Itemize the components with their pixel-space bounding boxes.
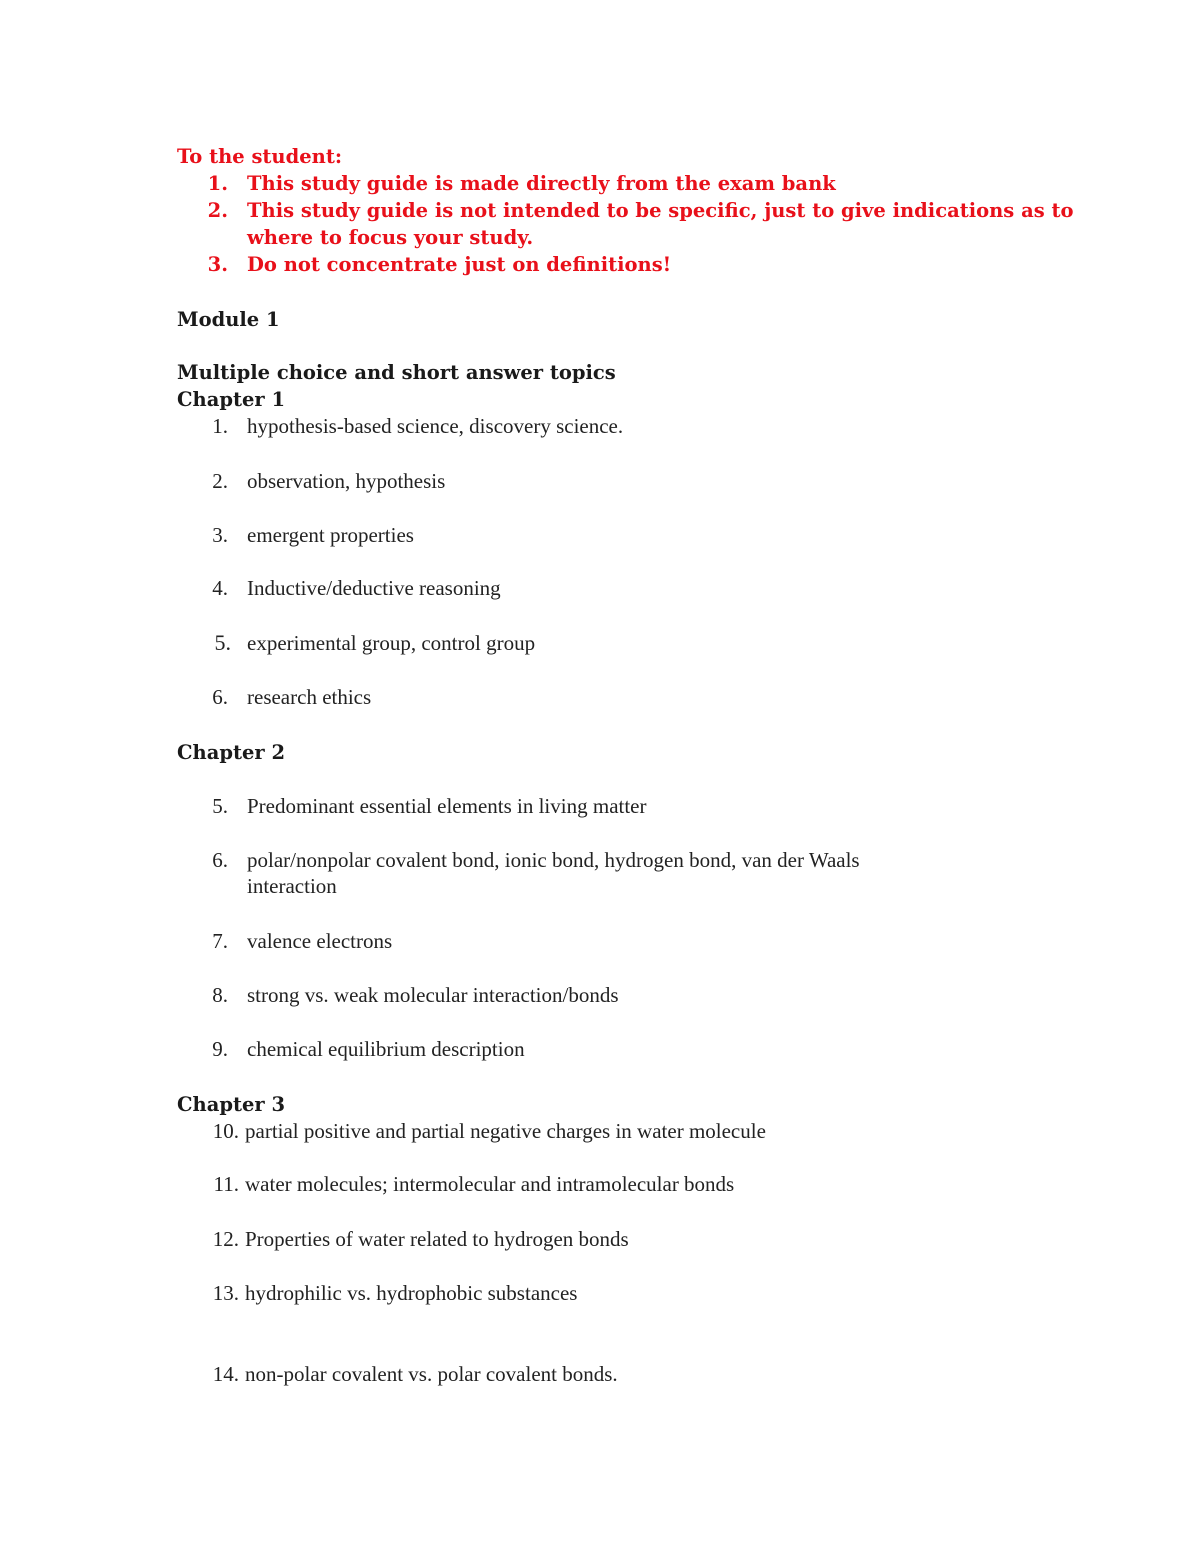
intro-point-number: 2. xyxy=(207,199,228,222)
list-item: strong vs. weak molecular interaction/bonds xyxy=(247,983,619,1007)
list-item: hypothesis-based science, discovery science. xyxy=(247,414,624,438)
list-item-number: 9. xyxy=(212,1037,228,1061)
intro-point-text-continued: where to focus your study. xyxy=(247,226,534,249)
list-item-number: 2. xyxy=(212,469,228,493)
chapter-3-heading: Chapter 3 xyxy=(177,1093,286,1116)
list-item-number: 4. xyxy=(212,576,228,600)
intro-point-text: This study guide is not intended to be specific, just to give indications as to xyxy=(247,199,1074,222)
list-item-continued: interaction xyxy=(247,874,337,898)
list-item: valence electrons xyxy=(247,929,393,953)
list-item-number: 8. xyxy=(212,983,228,1007)
list-item-number: 7. xyxy=(212,929,228,953)
list-item-number: 3. xyxy=(212,523,228,547)
list-item: polar/nonpolar covalent bond, ionic bond, hydrogen bond, van der Waals xyxy=(247,848,860,872)
list-item-number: 5. xyxy=(212,794,228,818)
intro-heading: To the student: xyxy=(177,145,343,168)
list-item: Inductive/deductive reasoning xyxy=(247,576,501,600)
module-heading: Module 1 xyxy=(177,308,280,331)
list-item-number: 11. xyxy=(213,1172,239,1196)
list-item: research ethics xyxy=(247,685,372,709)
list-item-number: 6. xyxy=(212,685,228,709)
list-item: emergent properties xyxy=(247,523,414,547)
list-item-number: 14. xyxy=(212,1362,239,1386)
list-item: water molecules; intermolecular and intramolecular bonds xyxy=(245,1172,735,1196)
list-item: observation, hypothesis xyxy=(247,469,446,493)
intro-point-number: 1. xyxy=(207,172,228,195)
intro-point-text: Do not concentrate just on definitions! xyxy=(247,253,672,276)
chapter-1-heading: Chapter 1 xyxy=(177,388,286,411)
list-item-number: 12. xyxy=(212,1227,239,1251)
list-item-number: 10. xyxy=(212,1119,239,1143)
topics-heading: Multiple choice and short answer topics xyxy=(177,361,616,384)
list-item: Predominant essential elements in living matter xyxy=(247,794,647,818)
list-item: chemical equilibrium description xyxy=(247,1037,525,1061)
list-item-number: 6. xyxy=(212,848,228,872)
intro-point-number: 3. xyxy=(207,253,228,276)
list-item: experimental group, control group xyxy=(247,631,536,655)
list-item: partial positive and partial negative charges in water molecule xyxy=(245,1119,766,1143)
list-item: Properties of water related to hydrogen bonds xyxy=(245,1227,629,1251)
list-item: hydrophilic vs. hydrophobic substances xyxy=(245,1281,578,1305)
intro-point-text: This study guide is made directly from the exam bank xyxy=(247,172,836,195)
chapter-2-heading: Chapter 2 xyxy=(177,741,286,764)
list-item-number: 5. xyxy=(214,630,231,655)
list-item-number: 13. xyxy=(212,1281,239,1305)
list-item-number: 1. xyxy=(212,414,228,438)
list-item: non-polar covalent vs. polar covalent bonds. xyxy=(245,1362,618,1386)
